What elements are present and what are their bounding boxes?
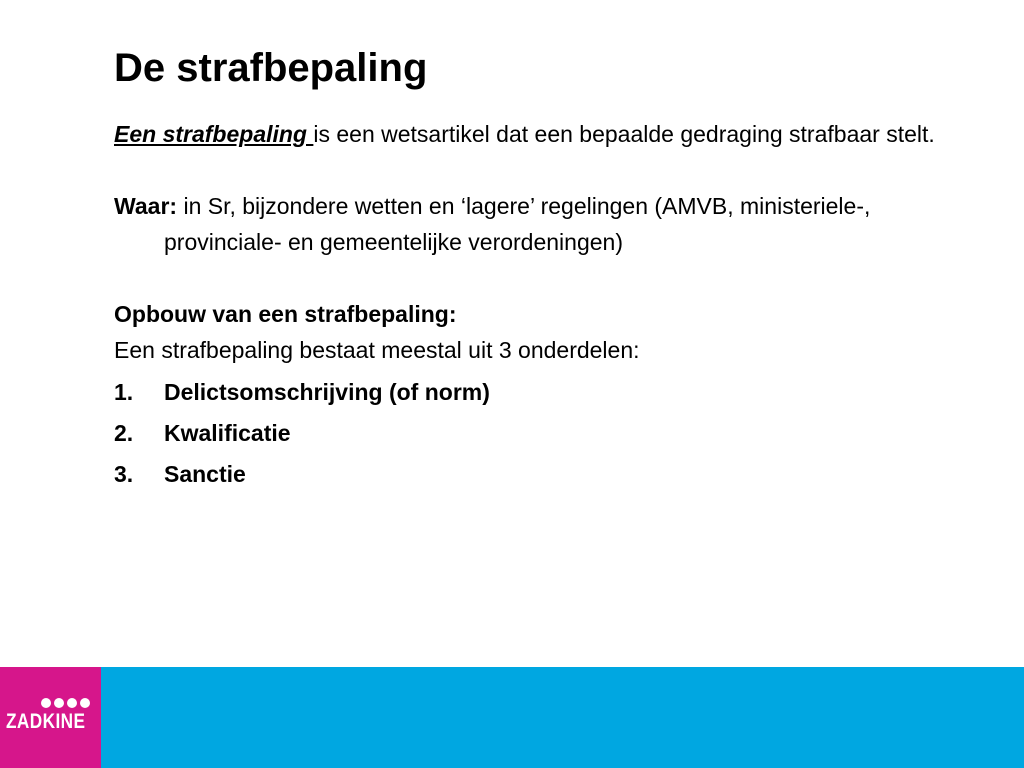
where-text: in Sr, bijzondere wetten en ‘lagere’ regelingen (AMVB, ministeriele-, provinciale- en gemeentelijke verordeningen) <box>164 193 871 255</box>
list-item-label: Kwalificatie <box>164 420 291 446</box>
definition-term: Een strafbepaling <box>114 121 314 147</box>
where-paragraph <box>114 188 974 260</box>
logo-dots-icon <box>41 698 93 708</box>
list-item-number: 1. <box>114 379 134 405</box>
list-item-label: Delictsomschrijving (of norm) <box>164 379 490 405</box>
components-list <box>114 374 974 492</box>
definition-text: is een wetsartikel dat een bepaalde gedraging strafbaar stelt. <box>313 121 935 147</box>
footer-bar <box>0 667 1024 768</box>
structure-heading: Opbouw van een strafbepaling: <box>114 301 457 327</box>
list-item-label: Sanctie <box>164 461 246 487</box>
slide-content <box>114 116 974 497</box>
list-item-number: 2. <box>114 420 134 446</box>
list-item <box>114 415 974 451</box>
list-item <box>114 456 974 492</box>
list-item <box>114 374 974 410</box>
logo-text: ZADKINE <box>6 710 86 733</box>
slide-title: De strafbepaling <box>114 46 428 90</box>
structure-intro: Een strafbepaling bestaat meestal uit 3 onderdelen: <box>114 337 640 363</box>
where-label: Waar: <box>114 193 178 219</box>
definition-paragraph <box>114 116 974 152</box>
list-item-number: 3. <box>114 461 134 487</box>
zadkine-logo <box>0 667 101 768</box>
